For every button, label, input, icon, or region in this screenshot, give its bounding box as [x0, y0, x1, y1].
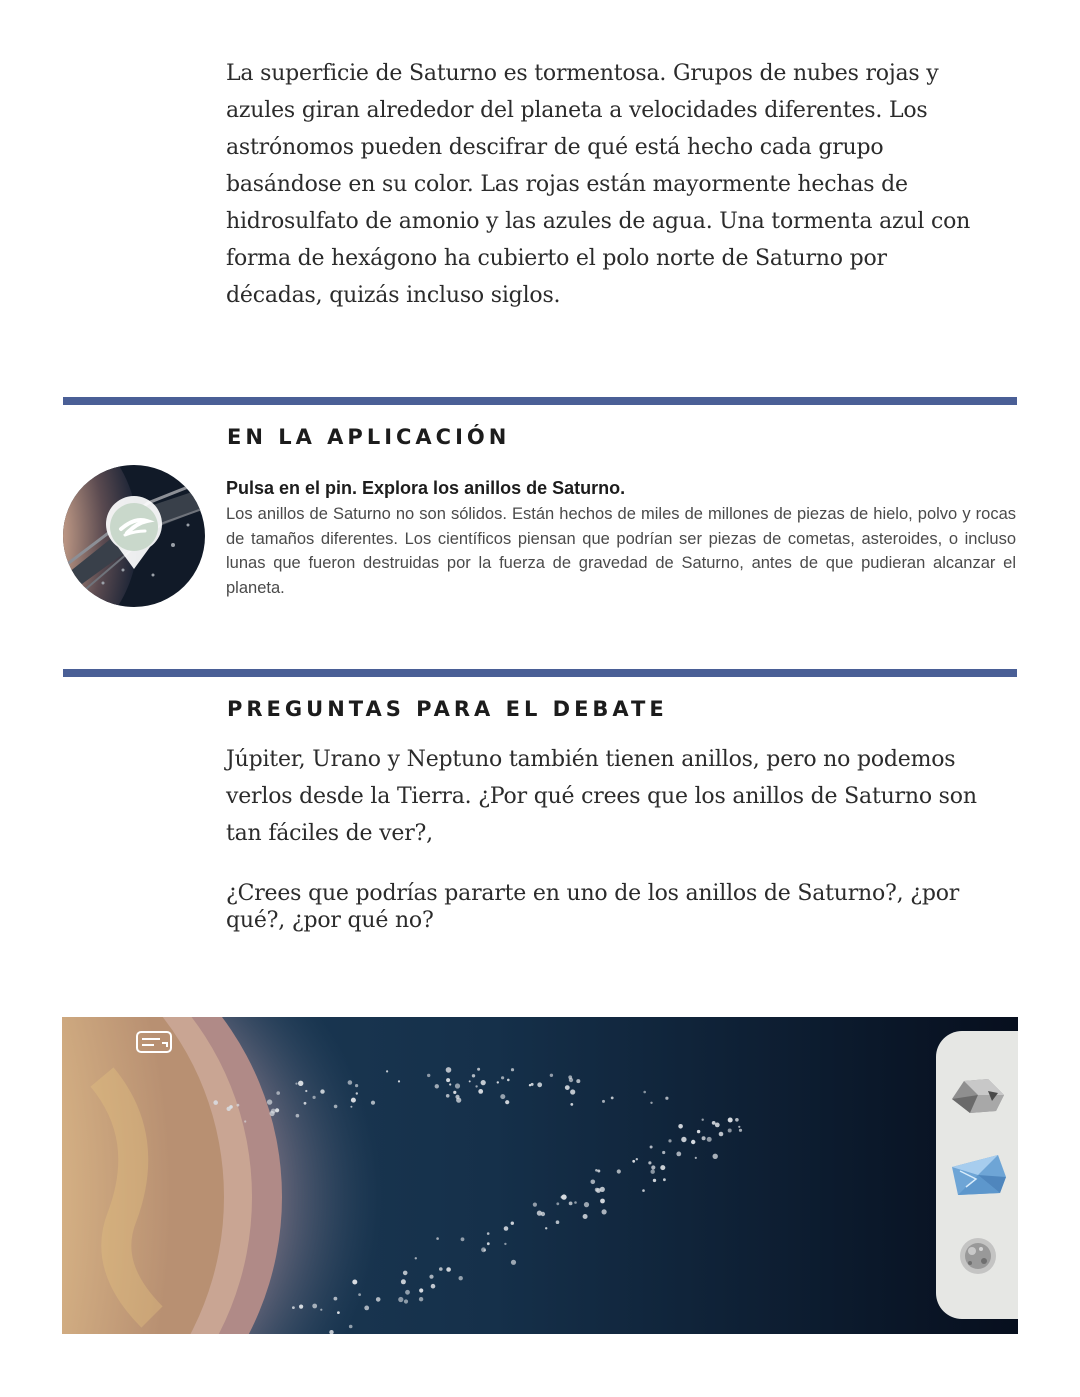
- ring-particle: [213, 1100, 218, 1105]
- intro-paragraph: [226, 55, 1016, 314]
- ring-particle: [349, 1325, 353, 1329]
- ring-particle: [695, 1157, 697, 1159]
- ring-particle: [541, 1212, 545, 1216]
- ring-particle: [565, 1085, 570, 1090]
- ring-particle: [292, 1306, 295, 1309]
- ring-particle: [497, 1081, 499, 1083]
- ring-particle: [713, 1154, 718, 1159]
- ring-particle: [570, 1103, 573, 1106]
- ring-particle: [337, 1311, 340, 1314]
- rock-icon[interactable]: [948, 1071, 1008, 1121]
- ring-particle: [537, 1082, 542, 1087]
- ring-particle: [501, 1076, 504, 1079]
- ring-particle: [446, 1078, 450, 1082]
- intro-line: azules giran alrededor del planeta a velocidades diferentes. Los: [226, 98, 928, 123]
- ring-particle: [304, 1102, 307, 1105]
- saturn-rings-illustration: [62, 1017, 1018, 1334]
- ring-particle: [650, 1102, 652, 1104]
- ring-particle: [298, 1081, 303, 1086]
- ring-particle: [439, 1267, 443, 1271]
- ring-particle: [427, 1074, 430, 1077]
- ring-particle: [739, 1129, 742, 1132]
- ring-particle: [529, 1084, 531, 1086]
- question-line: Júpiter, Urano y Neptuno también tienen anillos, pero no podemos: [226, 747, 956, 772]
- intro-line: astrónomos pueden descifrar de qué está hecho cada grupo: [226, 135, 884, 160]
- ring-particle: [569, 1202, 573, 1206]
- ring-particle: [446, 1067, 452, 1073]
- ring-particle: [350, 1106, 352, 1108]
- ring-particle: [320, 1089, 324, 1093]
- ring-particle: [415, 1257, 417, 1259]
- ring-particle: [481, 1080, 486, 1085]
- ring-particle: [477, 1068, 480, 1071]
- debate-question-2: [226, 880, 1016, 934]
- ring-particle: [691, 1140, 695, 1144]
- ring-particle: [299, 1305, 303, 1309]
- ring-particle: [504, 1243, 506, 1245]
- ring-particle: [636, 1158, 638, 1160]
- ring-particle: [446, 1267, 451, 1272]
- ring-particle: [364, 1306, 369, 1311]
- ring-particle: [651, 1165, 655, 1169]
- intro-line: forma de hexágono ha cubierto el polo norte de Saturno por: [226, 246, 887, 271]
- ring-particle: [500, 1094, 505, 1099]
- ring-particle: [545, 1227, 547, 1229]
- ring-particle: [642, 1189, 645, 1192]
- app-section-heading: EN LA APLICACIÓN: [227, 425, 511, 449]
- ring-particle: [481, 1247, 486, 1252]
- ring-particle: [237, 1104, 240, 1107]
- ring-material-panel: [936, 1031, 1018, 1319]
- question-line: qué?, ¿por qué no?: [226, 908, 434, 933]
- ring-particle: [348, 1080, 353, 1085]
- ring-particle: [600, 1187, 605, 1192]
- ring-particle: [403, 1271, 408, 1276]
- ring-particle: [334, 1105, 338, 1109]
- ring-particle: [574, 1201, 577, 1204]
- ring-particle: [478, 1089, 483, 1094]
- ring-particle: [511, 1222, 514, 1225]
- question-line: verlos desde la Tierra. ¿Por qué crees que los anillos de Saturno son: [226, 784, 977, 809]
- ring-particle: [556, 1220, 560, 1224]
- ring-particle: [459, 1276, 463, 1280]
- ring-particle: [676, 1152, 681, 1157]
- ring-particle: [719, 1132, 724, 1137]
- ring-particle: [665, 1097, 668, 1100]
- ring-particle: [313, 1096, 316, 1099]
- ring-particle: [429, 1275, 433, 1279]
- ring-particle: [668, 1139, 671, 1142]
- debate-question-1: [226, 741, 1016, 852]
- ring-particle: [398, 1297, 403, 1302]
- ring-particle: [576, 1079, 580, 1083]
- ring-particle: [355, 1084, 358, 1087]
- ice-icon[interactable]: [948, 1149, 1008, 1199]
- ring-particle: [371, 1101, 375, 1105]
- ring-particle: [356, 1092, 358, 1094]
- ring-particle: [728, 1129, 732, 1133]
- ring-particle: [469, 1080, 471, 1082]
- ring-particle: [295, 1083, 297, 1085]
- ring-particle: [455, 1083, 460, 1088]
- app-description: Los anillos de Saturno no son sólidos. Están hechos de miles de millones de piezas de hielo, polvo y rocas de tamaños diferentes. Los científicos piensan que podrían ser piezas de cometas, asteroides, o incluso lunas que fueron destruidas por la fuerza de gravedad de Saturno, antes de que pudieran alcanzar el planeta.: [226, 505, 1016, 597]
- ring-particle: [267, 1099, 272, 1104]
- ring-particle: [461, 1237, 465, 1241]
- ring-particle: [404, 1299, 408, 1303]
- ring-particle: [643, 1091, 646, 1094]
- ring-particle: [678, 1124, 683, 1129]
- ring-particle: [663, 1178, 666, 1181]
- ring-particle: [611, 1097, 614, 1100]
- ring-particle: [570, 1089, 575, 1094]
- ring-particle: [436, 1237, 439, 1240]
- ring-particle: [351, 1098, 356, 1103]
- ring-particle: [660, 1165, 665, 1170]
- ring-particle: [697, 1130, 700, 1133]
- ring-particle: [505, 1100, 509, 1104]
- ring-particle: [597, 1170, 600, 1173]
- ring-particle: [472, 1074, 475, 1077]
- ring-particle: [511, 1260, 516, 1265]
- ring-particle: [662, 1151, 665, 1154]
- intro-line: basándose en su color. Las rojas están mayormente hechas de: [226, 172, 908, 197]
- ring-particle: [584, 1202, 589, 1207]
- ring-particle: [595, 1169, 598, 1172]
- ring-particle: [405, 1290, 410, 1295]
- ring-particle: [334, 1297, 338, 1301]
- intro-line: hidrosulfato de amonio y las azules de agua. Una tormenta azul con: [226, 209, 971, 234]
- ring-particle: [446, 1094, 450, 1098]
- ring-particle: [419, 1297, 423, 1301]
- ring-particle: [449, 1083, 451, 1085]
- ring-particle: [312, 1304, 317, 1309]
- ring-particle: [583, 1214, 588, 1219]
- ring-particle: [398, 1080, 400, 1082]
- ring-particle: [296, 1114, 300, 1118]
- ring-particle: [561, 1196, 564, 1199]
- ring-particle: [229, 1105, 233, 1109]
- ring-particle: [653, 1179, 656, 1182]
- ring-particle: [617, 1169, 621, 1173]
- ring-particle: [435, 1084, 439, 1088]
- ring-particle: [648, 1161, 651, 1164]
- ring-particle: [600, 1199, 605, 1204]
- ring-particle: [550, 1074, 553, 1077]
- ring-particle: [507, 1079, 510, 1082]
- ring-particle: [702, 1136, 706, 1140]
- ring-particle: [358, 1293, 361, 1296]
- ring-particle: [431, 1284, 436, 1289]
- debate-section-heading: PREGUNTAS PARA EL DEBATE: [227, 697, 668, 721]
- ring-particle: [735, 1118, 739, 1122]
- section-divider: [63, 669, 1017, 677]
- ring-particle: [475, 1085, 477, 1087]
- ring-particle: [728, 1118, 733, 1123]
- ring-particle: [419, 1288, 423, 1292]
- ring-particle: [533, 1203, 537, 1207]
- info-card-icon[interactable]: [136, 1031, 172, 1053]
- ring-particle: [275, 1108, 279, 1112]
- intro-line: décadas, quizás incluso siglos.: [226, 283, 561, 308]
- question-line: ¿Crees que podrías pararte en uno de los anillos de Saturno?, ¿por: [226, 881, 960, 906]
- ring-particle: [650, 1146, 653, 1149]
- ring-particle: [276, 1091, 280, 1095]
- ring-particle: [681, 1137, 686, 1142]
- ring-particle: [702, 1119, 704, 1121]
- ring-particle: [376, 1297, 381, 1302]
- ring-particle: [738, 1126, 740, 1128]
- ring-particle: [556, 1202, 559, 1205]
- ring-particle: [591, 1180, 596, 1185]
- ring-particle: [504, 1226, 509, 1231]
- ring-particle: [271, 1109, 276, 1114]
- ring-particle: [707, 1137, 712, 1142]
- ring-particle: [712, 1121, 716, 1125]
- ring-particle: [715, 1123, 720, 1128]
- saturn-ring-pin-icon[interactable]: [63, 465, 205, 607]
- ring-particle: [456, 1098, 461, 1103]
- question-line: tan fáciles de ver?,: [226, 821, 433, 846]
- ring-particle: [487, 1232, 490, 1235]
- ring-particle: [453, 1091, 456, 1094]
- app-instruction-title: Pulsa en el pin. Explora los anillos de Saturno.: [226, 478, 626, 498]
- ring-particle: [305, 1090, 307, 1092]
- ring-particle: [386, 1070, 388, 1072]
- ring-particle: [632, 1160, 635, 1163]
- section-divider: [63, 397, 1017, 405]
- ring-particle: [569, 1078, 573, 1082]
- ring-particle: [401, 1279, 406, 1284]
- ring-particle: [487, 1242, 490, 1245]
- ring-particle: [511, 1068, 514, 1071]
- ring-particle: [352, 1280, 357, 1285]
- ring-particle: [244, 1120, 246, 1122]
- dust-icon[interactable]: [948, 1231, 1008, 1281]
- ring-particle: [602, 1209, 607, 1214]
- intro-line: La superficie de Saturno es tormentosa. Grupos de nubes rojas y: [226, 61, 939, 86]
- ring-particle: [651, 1170, 655, 1174]
- ring-particle: [320, 1309, 322, 1311]
- ring-particle: [602, 1100, 605, 1103]
